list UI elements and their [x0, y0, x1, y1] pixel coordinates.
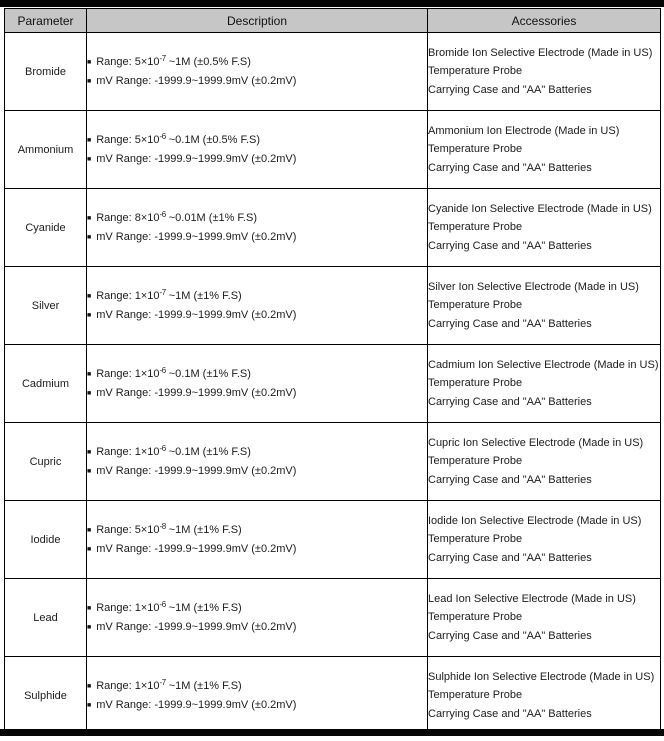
mv-range-line [87, 228, 427, 247]
range-text: Range: $5\times 10^{-8}$ ~1M (±1% F.S) [96, 521, 242, 536]
mv-range-line [87, 462, 427, 481]
exponent: -6 [159, 443, 166, 453]
exponent: -7 [159, 287, 166, 297]
parameter-cell: Cupric [5, 423, 87, 501]
mv-range-text: mV Range: -1999.9~1999.9mV (±0.2mV) [96, 464, 297, 477]
mv-range-text: mV Range: -1999.9~1999.9mV (±0.2mV) [96, 620, 297, 633]
accessories-cell [428, 657, 661, 735]
accessories-cell [428, 111, 661, 189]
accessory-item: Lead Ion Selective Electrode (Made in US) [428, 592, 636, 605]
range-line [87, 131, 427, 150]
accessory-item: Cadmium Ion Selective Electrode (Made in US) [428, 358, 659, 371]
description-cell [87, 579, 428, 657]
table-row-sulphide [5, 657, 661, 735]
table-row-cadmium [5, 345, 661, 423]
accessory-item: Iodide Ion Selective Electrode (Made in US) [428, 514, 642, 527]
mv-range-line [87, 384, 427, 403]
accessories-cell [428, 267, 661, 345]
bullet-square-icon: ■ [87, 604, 92, 612]
bottom-rule [0, 729, 664, 736]
accessory-item: Carrying Case and "AA" Batteries [428, 239, 592, 252]
exponent: -7 [159, 677, 166, 687]
range-line [87, 443, 427, 462]
accessory-item: Temperature Probe [428, 143, 523, 156]
mv-range-line [87, 696, 427, 715]
description-cell [87, 345, 428, 423]
accessory-item: Temperature Probe [428, 299, 523, 312]
header-row [5, 9, 661, 33]
mv-range-text: mV Range: -1999.9~1999.9mV (±0.2mV) [96, 698, 297, 711]
range-line [87, 521, 427, 540]
accessory-item: Carrying Case and "AA" Batteries [428, 161, 592, 174]
bullet-square-icon: ■ [87, 136, 92, 144]
exponent: -6 [159, 131, 166, 141]
bullet-square-icon: ■ [87, 623, 92, 631]
description-cell [87, 501, 428, 579]
bullet-square-icon: ■ [87, 77, 92, 85]
range-line [87, 287, 427, 306]
bullet-square-icon: ■ [87, 526, 92, 534]
table-row-cupric [5, 423, 661, 501]
accessory-item: Carrying Case and "AA" Batteries [428, 551, 592, 564]
parameter-cell: Silver [5, 267, 87, 345]
mv-range-text: mV Range: -1999.9~1999.9mV (±0.2mV) [96, 74, 297, 87]
accessory-item: Temperature Probe [428, 221, 523, 234]
bullet-square-icon: ■ [87, 545, 92, 553]
range-text: Range: $1\times 10^{-7}$ ~1M (±1% F.S) [96, 287, 242, 302]
parameter-cell: Cadmium [5, 345, 87, 423]
accessories-cell [428, 33, 661, 111]
bullet-square-icon: ■ [87, 155, 92, 163]
table-row-bromide [5, 33, 661, 111]
exponent: -6 [159, 209, 166, 219]
accessories-cell [428, 579, 661, 657]
mv-range-text: mV Range: -1999.9~1999.9mV (±0.2mV) [96, 230, 297, 243]
bullet-square-icon: ■ [87, 448, 92, 456]
bullet-square-icon: ■ [87, 214, 92, 222]
accessories-cell [428, 189, 661, 267]
table-row-ammonium [5, 111, 661, 189]
exponent: -6 [159, 365, 166, 375]
header-description: Description [87, 9, 428, 33]
accessory-item: Temperature Probe [428, 611, 523, 624]
top-rule [0, 0, 664, 7]
range-line [87, 365, 427, 384]
accessory-item: Carrying Case and "AA" Batteries [428, 707, 592, 720]
bullet-square-icon: ■ [87, 58, 92, 66]
description-cell [87, 33, 428, 111]
range-line [87, 599, 427, 618]
mv-range-text: mV Range: -1999.9~1999.9mV (±0.2mV) [96, 152, 297, 165]
range-line [87, 209, 427, 228]
accessory-item: Carrying Case and "AA" Batteries [428, 317, 592, 330]
mv-range-line [87, 72, 427, 91]
mv-range-text: mV Range: -1999.9~1999.9mV (±0.2mV) [96, 386, 297, 399]
bullet-square-icon: ■ [87, 389, 92, 397]
accessory-item: Temperature Probe [428, 377, 523, 390]
table-row-silver [5, 267, 661, 345]
description-cell [87, 657, 428, 735]
parameter-cell: Ammonium [5, 111, 87, 189]
exponent: -8 [159, 521, 166, 531]
mv-range-line [87, 306, 427, 325]
accessory-item: Temperature Probe [428, 65, 523, 78]
range-text: Range: $5\times 10^{-7}$ ~1M (±0.5% F.S) [96, 53, 251, 68]
description-cell [87, 189, 428, 267]
range-text: Range: $1\times 10^{-6}$ ~0.1M (±1% F.S) [96, 365, 251, 380]
accessory-item: Cupric Ion Selective Electrode (Made in US) [428, 436, 644, 449]
bullet-square-icon: ■ [87, 701, 92, 709]
bullet-square-icon: ■ [87, 370, 92, 378]
parameter-cell: Bromide [5, 33, 87, 111]
accessories-cell [428, 423, 661, 501]
range-text: Range: $1\times 10^{-6}$ ~0.1M (±1% F.S) [96, 443, 251, 458]
table-row-lead [5, 579, 661, 657]
range-text: Range: $5\times 10^{-6}$ ~0.1M (±0.5% F.S) [96, 131, 261, 146]
ion-electrode-spec-table [4, 8, 661, 735]
bullet-square-icon: ■ [87, 682, 92, 690]
range-text: Range: $8\times 10^{-6}$ ~0.01M (±1% F.S) [96, 209, 257, 224]
parameter-cell: Cyanide [5, 189, 87, 267]
mv-range-text: mV Range: -1999.9~1999.9mV (±0.2mV) [96, 308, 297, 321]
accessory-item: Carrying Case and "AA" Batteries [428, 395, 592, 408]
accessory-item: Silver Ion Selective Electrode (Made in US) [428, 280, 639, 293]
bullet-square-icon: ■ [87, 292, 92, 300]
bullet-square-icon: ■ [87, 311, 92, 319]
accessories-cell [428, 345, 661, 423]
table-row-iodide [5, 501, 661, 579]
description-cell [87, 423, 428, 501]
bullet-square-icon: ■ [87, 467, 92, 475]
range-text: Range: $1\times 10^{-7}$ ~1M (±1% F.S) [96, 677, 242, 692]
accessory-item: Carrying Case and "AA" Batteries [428, 629, 592, 642]
parameter-cell: Lead [5, 579, 87, 657]
accessory-item: Sulphide Ion Selective Electrode (Made in US) [428, 670, 655, 683]
accessory-item: Temperature Probe [428, 689, 523, 702]
mv-range-text: mV Range: -1999.9~1999.9mV (±0.2mV) [96, 542, 297, 555]
range-line [87, 53, 427, 72]
description-cell [87, 111, 428, 189]
accessory-item: Cyanide Ion Selective Electrode (Made in US) [428, 202, 652, 215]
mv-range-line [87, 540, 427, 559]
bullet-square-icon: ■ [87, 233, 92, 241]
header-parameter: Parameter [5, 9, 87, 33]
exponent: -6 [159, 599, 166, 609]
exponent: -7 [159, 53, 166, 63]
accessory-item: Temperature Probe [428, 455, 523, 468]
accessories-cell [428, 501, 661, 579]
accessory-item: Bromide Ion Selective Electrode (Made in US) [428, 46, 653, 59]
mv-range-line [87, 150, 427, 169]
parameter-cell: Sulphide [5, 657, 87, 735]
accessory-item: Ammonium Ion Electrode (Made in US) [428, 124, 620, 137]
accessory-item: Carrying Case and "AA" Batteries [428, 83, 592, 96]
accessory-item: Temperature Probe [428, 533, 523, 546]
accessory-item: Carrying Case and "AA" Batteries [428, 473, 592, 486]
parameter-cell: Iodide [5, 501, 87, 579]
table-row-cyanide [5, 189, 661, 267]
range-line [87, 677, 427, 696]
mv-range-line [87, 618, 427, 637]
range-text: Range: $1\times 10^{-6}$ ~1M (±1% F.S) [96, 599, 242, 614]
header-accessories: Accessories [428, 9, 661, 33]
description-cell [87, 267, 428, 345]
